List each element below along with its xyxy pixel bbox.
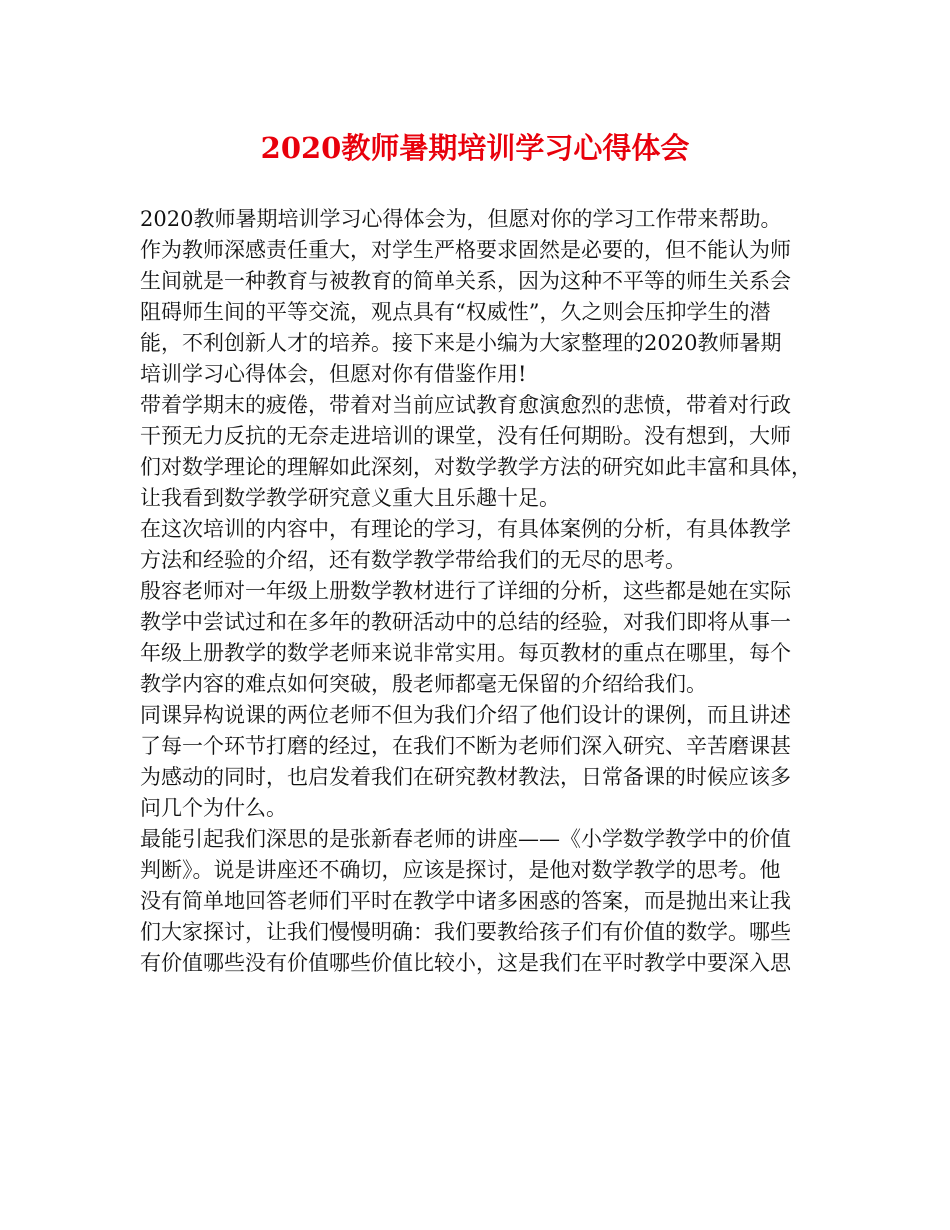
- body-line: 生间就是一种教育与被教育的简单关系，因为这种不平等的师生关系会: [140, 269, 791, 293]
- body-line: 在这次培训的内容中，有理论的学习，有具体案例的分析，有具体教学: [140, 517, 791, 541]
- body-line: 了每一个环节打磨的经过，在我们不断为老师们深入研究、辛苦磨课甚: [140, 734, 791, 758]
- body-line: 最能引起我们深思的是张新春老师的讲座——《小学数学教学中的价值: [140, 827, 791, 851]
- body-line: 阻碍师生间的平等交流，观点具有“权威性”，久之则会压抑学生的潜: [140, 300, 771, 324]
- body-line: 2020教师暑期培训学习心得体会为，但愿对你的学习工作带来帮助。: [140, 207, 782, 231]
- body-line: 方法和经验的介绍，还有数学教学带给我们的无尽的思考。: [140, 548, 686, 572]
- document-body: [140, 204, 820, 979]
- body-line: 能，不利创新人才的培养。接下来是小编为大家整理的2020教师暑期: [140, 331, 782, 355]
- body-line: 问几个为什么。: [140, 796, 287, 820]
- body-line: 教学中尝试过和在多年的教研活动中的总结的经验，对我们即将从事一: [140, 610, 791, 634]
- body-line: 们大家探讨，让我们慢慢明确：我们要教给孩子们有价值的数学。哪些: [140, 920, 791, 944]
- body-line: 让我看到数学教学研究意义重大且乐趣十足。: [140, 486, 560, 510]
- body-line: 作为教师深感责任重大，对学生严格要求固然是必要的，但不能认为师: [140, 238, 791, 262]
- body-line: 没有简单地回答老师们平时在教学中诸多困惑的答案，而是抛出来让我: [140, 889, 791, 913]
- body-line: 为感动的同时，也启发着我们在研究教材教法，日常备课的时候应该多: [140, 765, 791, 789]
- body-line: 有价值哪些没有价值哪些价值比较小，这是我们在平时教学中要深入思: [140, 951, 791, 975]
- document-title: 2020教师暑期培训学习心得体会: [260, 131, 690, 165]
- body-line: 同课异构说课的两位老师不但为我们介绍了他们设计的课例，而且讲述: [140, 703, 791, 727]
- body-line: 带着学期末的疲倦，带着对当前应试教育愈演愈烈的悲愤，带着对行政: [140, 393, 791, 417]
- body-line: 判断》。说是讲座还不确切，应该是探讨，是他对数学教学的思考。他: [140, 858, 781, 882]
- body-line: 培训学习心得体会，但愿对你有借鉴作用!: [140, 362, 527, 386]
- body-line: 殷容老师对一年级上册数学教材进行了详细的分析，这些都是她在实际: [140, 579, 791, 603]
- body-line: 年级上册教学的数学老师来说非常实用。每页教材的重点在哪里，每个: [140, 641, 791, 665]
- body-line: 教学内容的难点如何突破，殷老师都毫无保留的介绍给我们。: [140, 672, 707, 696]
- body-line: 们对数学理论的理解如此深刻，对数学教学方法的研究如此丰富和具体，: [140, 455, 812, 479]
- body-line: 干预无力反抗的无奈走进培训的课堂，没有任何期盼。没有想到，大师: [140, 424, 791, 448]
